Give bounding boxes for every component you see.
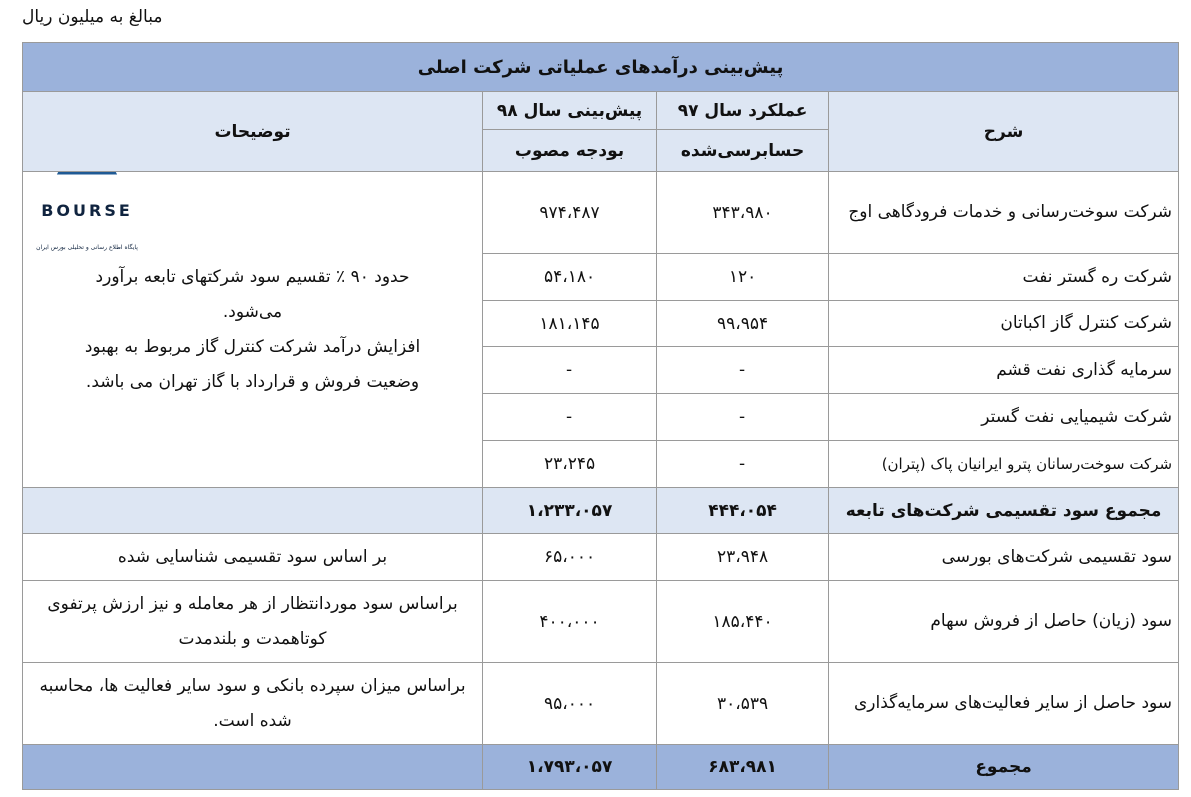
note-line: افزایش درآمد شرکت کنترل گاز مربوط به بهبود bbox=[84, 336, 421, 357]
row-label: سود حاصل از سایر فعالیت‌های سرمایه‌گذاری bbox=[829, 663, 1179, 745]
cell-actual-97: ۱۲۰ bbox=[657, 254, 829, 301]
header-row-1 bbox=[23, 92, 1179, 130]
logo-box bbox=[31, 172, 143, 251]
row-note: براساس سود موردانتظار از هر معامله و نیز ارزش پرتفوی کوتاهمدت و بلندمدت bbox=[23, 581, 483, 663]
row-label: سود تقسیمی شرکت‌های بورسی bbox=[829, 534, 1179, 581]
title-row bbox=[23, 43, 1179, 92]
cell-forecast-98: ۹۵،۰۰۰ bbox=[483, 663, 657, 745]
cell-forecast-98: ۶۵،۰۰۰ bbox=[483, 534, 657, 581]
row-label: سرمایه گذاری نفت قشم bbox=[829, 347, 1179, 394]
cell-forecast-98: - bbox=[483, 347, 657, 394]
total-row bbox=[23, 745, 1179, 790]
cell-forecast-98: ۹۷۴،۴۸۷ bbox=[483, 172, 657, 254]
header-actual-97: عملکرد سال ۹۷ bbox=[657, 92, 829, 130]
total-note-empty bbox=[23, 745, 483, 790]
cell-actual-97: ۳۰،۵۳۹ bbox=[657, 663, 829, 745]
header-audited: حسابرسی‌شده bbox=[657, 130, 829, 172]
bourse-logo-icon bbox=[55, 172, 119, 183]
table-row bbox=[23, 663, 1179, 745]
header-approved-budget: بودجه مصوب bbox=[483, 130, 657, 172]
total-label: مجموع bbox=[829, 745, 1179, 790]
revenue-forecast-table bbox=[22, 42, 1179, 790]
total-forecast-98: ۱،۷۹۳،۰۵۷ bbox=[483, 745, 657, 790]
table-row bbox=[23, 534, 1179, 581]
table-row bbox=[23, 172, 1179, 254]
cell-actual-97: - bbox=[657, 441, 829, 488]
total-actual-97: ۶۸۳،۹۸۱ bbox=[657, 745, 829, 790]
note-line: می‌شود. bbox=[222, 301, 283, 322]
table-title: پیش‌بینی درآمدهای عملیاتی شرکت اصلی bbox=[23, 43, 1179, 92]
cell-forecast-98: - bbox=[483, 394, 657, 441]
cell-forecast-98: ۵۴،۱۸۰ bbox=[483, 254, 657, 301]
header-notes: توضیحات bbox=[23, 92, 483, 172]
logo-word: BOURSE bbox=[41, 201, 133, 220]
cell-actual-97: ۱۸۵،۴۴۰ bbox=[657, 581, 829, 663]
subtotal-forecast-98: ۱،۲۳۳،۰۵۷ bbox=[483, 488, 657, 534]
table-row bbox=[23, 581, 1179, 663]
row-label: شرکت سوخت‌رسانی و خدمات فرودگاهی اوج bbox=[829, 172, 1179, 254]
row-label: شرکت کنترل گاز اکباتان bbox=[829, 301, 1179, 347]
cell-forecast-98: ۱۸۱،۱۴۵ bbox=[483, 301, 657, 347]
subtotal-actual-97: ۴۴۴،۰۵۴ bbox=[657, 488, 829, 534]
cell-actual-97: - bbox=[657, 394, 829, 441]
cell-actual-97: ۳۴۳،۹۸۰ bbox=[657, 172, 829, 254]
cell-actual-97: - bbox=[657, 347, 829, 394]
row-label: شرکت شیمیایی نفت گستر bbox=[829, 394, 1179, 441]
cell-forecast-98: ۲۳،۲۴۵ bbox=[483, 441, 657, 488]
header-forecast-98: پیش‌بینی سال ۹۸ bbox=[483, 92, 657, 130]
note-line: وضعیت فروش و قرارداد با گاز تهران می باشد. bbox=[85, 371, 420, 392]
row-label: شرکت ره گستر نفت bbox=[829, 254, 1179, 301]
subtotal-row bbox=[23, 488, 1179, 534]
row-note: بر اساس سود تقسیمی شناسایی شده bbox=[23, 534, 483, 581]
subsidiaries-note bbox=[23, 172, 483, 488]
row-label: سود (زیان) حاصل از فروش سهام bbox=[829, 581, 1179, 663]
row-note: براساس میزان سپرده بانکی و سود سایر فعالیت ها، محاسبه شده است. bbox=[23, 663, 483, 745]
unit-label: مبالغ به میلیون ریال bbox=[22, 7, 163, 27]
cell-forecast-98: ۴۰۰،۰۰۰ bbox=[483, 581, 657, 663]
subtotal-label: مجموع سود تقسیمی شرکت‌های تابعه bbox=[829, 488, 1179, 534]
cell-actual-97: ۲۳،۹۴۸ bbox=[657, 534, 829, 581]
header-description: شرح bbox=[829, 92, 1179, 172]
cell-actual-97: ۹۹،۹۵۴ bbox=[657, 301, 829, 347]
subtotal-note-empty bbox=[23, 488, 483, 534]
row-label: شرکت سوخت‌رسانان پترو ایرانیان پاک (پتران) bbox=[829, 441, 1179, 488]
logo-subtitle: پایگاه اطلاع رسانی و تحلیلی بورس ایران bbox=[36, 244, 138, 251]
note-line: حدود ۹۰ ٪ تقسیم سود شرکتهای تابعه برآورد bbox=[95, 266, 410, 287]
